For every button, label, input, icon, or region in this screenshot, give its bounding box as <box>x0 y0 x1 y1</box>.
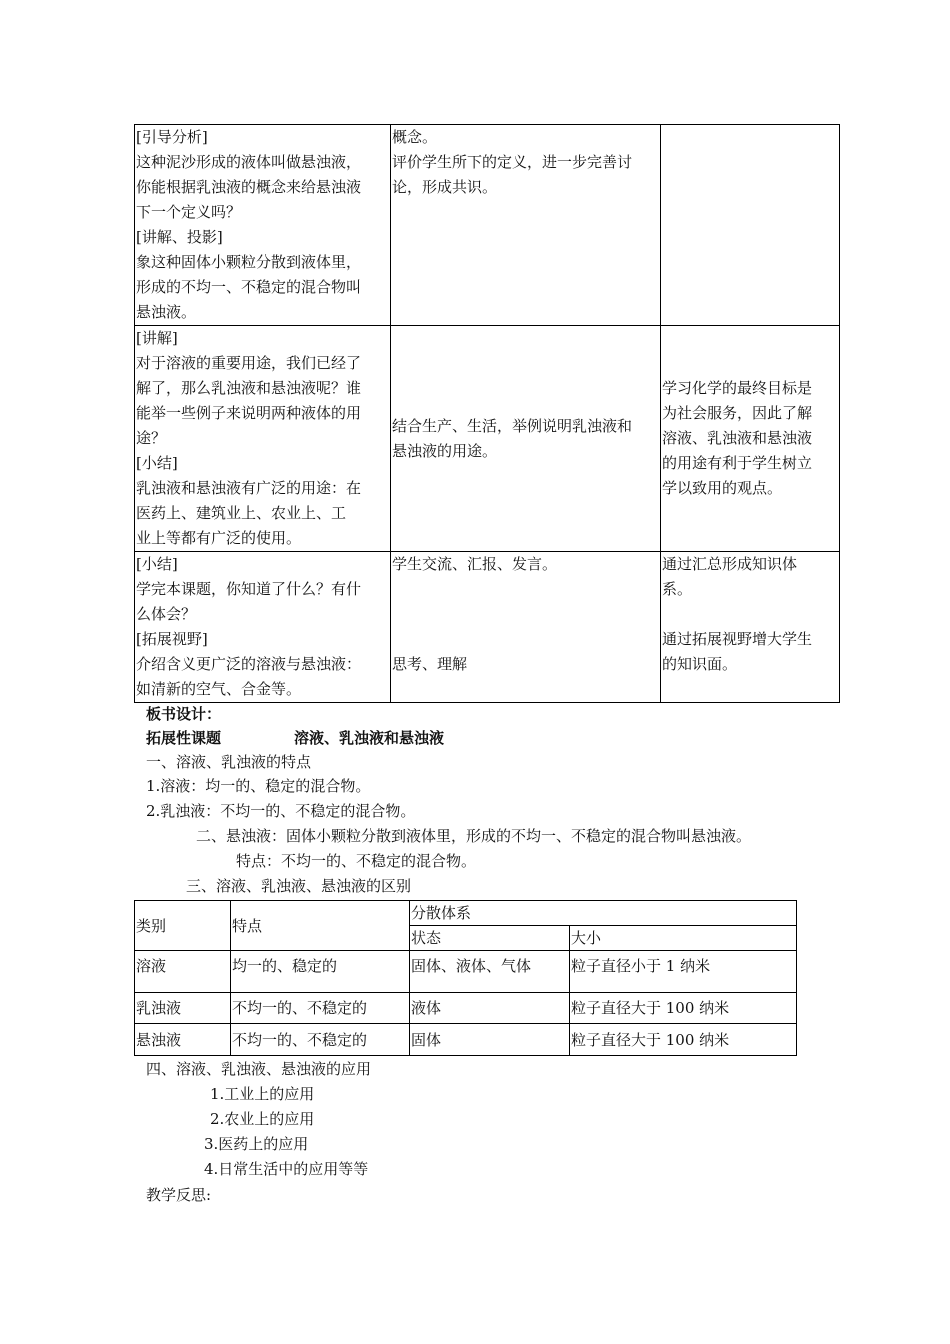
section-item: 1.工业上的应用 <box>210 1085 315 1103</box>
cell-text: 评价学生所下的定义，进一步完善讨 <box>392 153 633 171</box>
cell-text: 为社会服务，因此了解 <box>662 404 813 422</box>
table-row <box>135 901 797 926</box>
table-cell: 固体、液体、气体 <box>410 951 570 993</box>
header-cell: 状态 <box>410 926 570 951</box>
cell-text: 学以致用的观点。 <box>662 479 783 497</box>
cell-text: 的用途有利于学生树立 <box>662 454 813 472</box>
cell-text: 悬浊液的用途。 <box>392 441 498 460</box>
cell-text: [拓展视野] <box>136 630 208 648</box>
cell-text: 形成的不均一、不稳定的混合物叫 <box>136 278 362 296</box>
cell-text: 溶液、乳浊液和悬浊液 <box>662 429 813 447</box>
cell-text: 能举一些例子来说明两种液体的用 <box>136 404 362 422</box>
section-item: 2.乳浊液：不均一的、不稳定的混合物。 <box>146 802 416 820</box>
section-item: 特点：不均一的、不稳定的混合物。 <box>236 852 477 870</box>
teacher-activity-cell <box>135 326 391 552</box>
cell-text: 系。 <box>662 580 693 598</box>
table-row <box>135 326 840 552</box>
cell-text: 如清新的空气、合金等。 <box>136 680 302 698</box>
cell-text: [讲解、投影] <box>136 228 223 246</box>
cell-text: 解了，那么乳浊液和悬浊液呢？谁 <box>136 379 362 397</box>
section-heading: 四、溶液、乳浊液、悬浊液的应用 <box>146 1060 372 1078</box>
cell-text: 概念。 <box>392 128 438 146</box>
header-cell: 特点 <box>231 901 410 951</box>
design-intent-cell <box>661 326 840 552</box>
cell-text: 介绍含义更广泛的溶液与悬浊液： <box>136 655 362 673</box>
table-cell: 粒子直径大于 100 纳米 <box>570 993 797 1024</box>
student-activity-cell <box>391 552 661 703</box>
header-cell: 大小 <box>570 926 797 951</box>
cell-text: 么体会？ <box>136 605 197 623</box>
table-row <box>135 951 797 993</box>
cell-text: 象这种固体小颗粒分散到液体里， <box>136 253 362 271</box>
cell-text: 思考、理解 <box>392 655 468 673</box>
table-row <box>135 1024 797 1056</box>
table-cell: 不均一的、不稳定的 <box>231 1024 410 1056</box>
table-cell: 乳浊液 <box>135 993 231 1024</box>
teacher-activity-cell <box>135 125 391 326</box>
table-row <box>135 125 840 326</box>
board-title: 溶液、乳浊液和悬浊液 <box>294 729 445 747</box>
cell-text: 这种泥沙形成的液体叫做悬浊液， <box>136 153 362 171</box>
section-item: 3.医药上的应用 <box>204 1135 309 1153</box>
cell-text: 通过汇总形成知识体 <box>662 555 798 573</box>
table-cell: 溶液 <box>135 951 231 993</box>
reflection-label: 教学反思: <box>146 1186 212 1204</box>
header-cell: 类别 <box>135 901 231 951</box>
cell-text: 你能根据乳浊液的概念来给悬浊液 <box>136 178 362 196</box>
table-cell: 固体 <box>410 1024 570 1056</box>
section-item: 4.日常生活中的应用等等 <box>204 1160 369 1178</box>
cell-text: [小结] <box>136 555 178 573</box>
teacher-activity-cell <box>135 552 391 703</box>
table-cell: 均一的、稳定的 <box>231 951 410 993</box>
section-item: 1.溶液：均一的、稳定的混合物。 <box>146 777 371 795</box>
table-cell: 悬浊液 <box>135 1024 231 1056</box>
table-cell: 不均一的、不稳定的 <box>231 993 410 1024</box>
student-activity-cell <box>391 125 661 326</box>
lesson-table <box>134 124 840 703</box>
cell-text: 对于溶液的重要用途，我们已经了 <box>136 354 362 372</box>
cell-text: 下一个定义吗？ <box>136 203 242 221</box>
cell-text: 医药上、建筑业上、农业上、工 <box>136 504 347 522</box>
cell-text: 学习化学的最终目标是 <box>662 379 813 397</box>
table-cell: 粒子直径大于 100 纳米 <box>570 1024 797 1056</box>
cell-text: 途？ <box>136 429 167 447</box>
section-heading: 三、溶液、乳浊液、悬浊液的区别 <box>186 877 412 895</box>
cell-text: 乳浊液和悬浊液有广泛的用途：在 <box>136 479 362 497</box>
classification-table <box>134 900 797 1056</box>
cell-text: 悬浊液。 <box>136 303 197 321</box>
cell-text: [讲解] <box>136 329 178 347</box>
design-intent-cell <box>661 125 840 326</box>
cell-text: 业上等都有广泛的使用。 <box>136 529 302 547</box>
cell-text: 通过拓展视野增大学生 <box>662 630 813 648</box>
cell-text: 结合生产、生活，举例说明乳浊液和 <box>392 416 633 435</box>
cell-text: 学生交流、汇报、发言。 <box>392 555 558 573</box>
table-cell: 粒子直径小于 1 纳米 <box>570 951 797 993</box>
table-row <box>135 552 840 703</box>
table-cell: 液体 <box>410 993 570 1024</box>
section-item: 2.农业上的应用 <box>210 1110 315 1128</box>
cell-text: [引导分析] <box>136 128 208 146</box>
header-cell: 分散体系 <box>410 901 797 926</box>
cell-text: [小结] <box>136 454 178 472</box>
table-row <box>135 993 797 1024</box>
cell-text: 学完本课题，你知道了什么？有什 <box>136 580 362 598</box>
cell-text: 论，形成共识。 <box>392 178 498 196</box>
board-heading: 板书设计： <box>146 705 222 723</box>
board-topic: 拓展性课题 <box>146 729 222 747</box>
design-intent-cell <box>661 552 840 703</box>
section-heading: 一、溶液、乳浊液的特点 <box>146 753 312 771</box>
cell-text: 的知识面。 <box>662 655 738 673</box>
student-activity-cell <box>391 326 661 552</box>
section-heading: 二、悬浊液：固体小颗粒分散到液体里，形成的不均一、不稳定的混合物叫悬浊液。 <box>196 827 752 845</box>
